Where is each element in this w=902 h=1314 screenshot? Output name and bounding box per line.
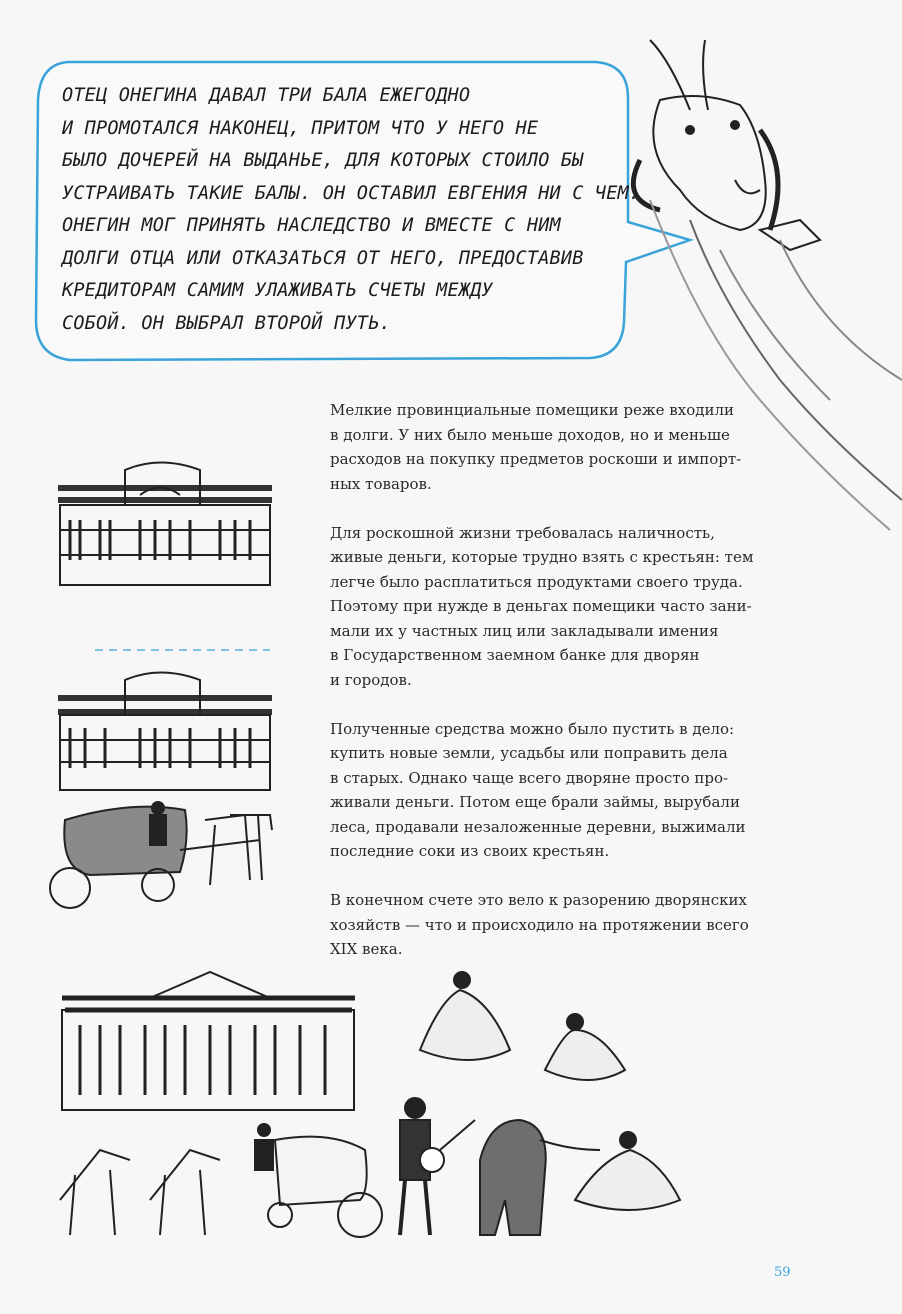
text-line: расходов на покупку предметов роскоши и импорт- bbox=[330, 450, 742, 468]
text-line: живали деньги. Потом еще брали займы, вырубали bbox=[330, 793, 740, 811]
dancers-illustration bbox=[420, 972, 680, 1210]
text-line: купить новые земли, усадьбы или поправить дела bbox=[330, 744, 728, 762]
manor-house-illustration bbox=[58, 463, 272, 586]
bubble-line: СОБОЙ. ОН ВЫБРАЛ ВТОРОЙ ПУТЬ. bbox=[62, 312, 391, 334]
text-line: В конечном счете это вело к разорению дворянских bbox=[330, 891, 747, 909]
bubble-line: БЫЛО ДОЧЕРЕЙ НА ВЫДАНЬЕ, ДЛЯ КОТОРЫХ СТОИЛО БЫ bbox=[62, 150, 584, 171]
body-text bbox=[330, 398, 790, 986]
manor-house-illustration-2 bbox=[58, 673, 272, 791]
text-line: леса, продавали незаложенные деревни, выжимали bbox=[330, 817, 746, 836]
paragraph bbox=[330, 888, 790, 962]
paragraph bbox=[330, 521, 790, 693]
bubble-line: И ПРОМОТАЛСЯ НАКОНЕЦ, ПРИТОМ ЧТО У НЕГО НЕ bbox=[62, 117, 539, 139]
musician-and-bear-illustration bbox=[400, 1098, 600, 1235]
bubble-line: ОТЕЦ ОНЕГИНА ДАВАЛ ТРИ БАЛА ЕЖЕГОДНО bbox=[62, 85, 471, 106]
text-line: в Государственном заемном банке для дворян bbox=[330, 646, 700, 664]
bubble-line: ОНЕГИН МОГ ПРИНЯТЬ НАСЛЕДСТВО И ВМЕСТЕ С НИМ bbox=[62, 215, 561, 236]
horse-carriage-illustration-2 bbox=[60, 1124, 382, 1237]
bubble-line: УСТРАИВАТЬ ТАКИЕ БАЛЫ. ОН ОСТАВИЛ ЕВГЕНИЯ НИ С ЧЕМ. bbox=[62, 182, 641, 204]
text-line: в старых. Однако чаще всего дворяне просто про- bbox=[330, 768, 729, 787]
text-line: Для роскошной жизни требовалась наличность, bbox=[330, 523, 715, 542]
text-line: в долги. У них было меньше доходов, но и меньше bbox=[330, 425, 730, 444]
text-line: последние соки из своих крестьян. bbox=[330, 842, 610, 860]
paragraph bbox=[330, 398, 790, 496]
text-line: живые деньги, которые трудно взять с крестьян: тем bbox=[330, 548, 754, 566]
page-number: 59 bbox=[774, 1265, 791, 1280]
text-line: хозяйств — что и происходило на протяжении всего bbox=[330, 915, 749, 934]
text-line: мали их у частных лиц или закладывали имения bbox=[330, 621, 719, 640]
text-line: Полученные средства можно было пустить в дело: bbox=[330, 719, 735, 738]
text-line: XIX века. bbox=[330, 940, 403, 958]
palace-illustration bbox=[62, 972, 355, 1110]
text-line: Мелкие провинциальные помещики реже входили bbox=[330, 401, 734, 419]
speech-bubble-text bbox=[62, 80, 641, 340]
text-line: легче было расплатиться продуктами своего труда. bbox=[330, 572, 743, 591]
horse-carriage-illustration bbox=[50, 802, 272, 908]
text-line: ных товаров. bbox=[330, 474, 432, 493]
paragraph bbox=[330, 717, 790, 864]
bubble-line: КРЕДИТОРАМ САМИМ УЛАЖИВАТЬ СЧЕТЫ МЕЖДУ bbox=[62, 280, 493, 301]
bubble-line: ДОЛГИ ОТЦА ИЛИ ОТКАЗАТЬСЯ ОТ НЕГО, ПРЕДОСТАВИВ bbox=[62, 247, 584, 269]
text-line: и городов. bbox=[330, 670, 412, 689]
text-line: Поэтому при нужде в деньгах помещики часто зани- bbox=[330, 597, 752, 615]
